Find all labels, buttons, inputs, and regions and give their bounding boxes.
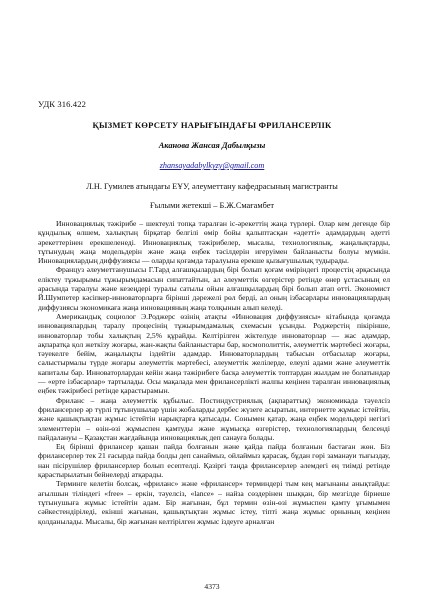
article-body <box>38 219 390 526</box>
scientific-advisor: Ғылыми жетекші – Б.Ж.Смағамбет <box>150 201 274 210</box>
author-name: Аканова Жансая Дабылқызы <box>158 141 266 150</box>
body-paragraph-6: Терминге келетін болсақ, «фриланс» және «фрилансер» терминдері тым кең мағынаны анықтайды: ағылшын тіліндегі «free» – еркін, тәуелсіз, «lance» – найза сөздерінен шыққан, бір мезгілде бірнеше тұтынушыға жұмыс істейтін адам. Бір жағынан, бұл термин өзін-өзі жұмыспен қамту ұғымымен сәйкестендіріледі, екінші жағынан, қашықтықтан жұмыс істеу, тіпті жаңа жұмыс орнының кеңінен қолданылады. Мысалы, бір жағынан келтірілген жұмыс іздеуге арналған <box>38 479 390 526</box>
udk-code: УДК 316.422 <box>38 99 86 109</box>
body-paragraph-2: Француз әлеуметтанушысы Г.Тард алғашқылардың бірі болып қоғам өміріндегі процестің әрқасында еліктеу тұжырымы тұжырымдамасын сипаттайтын, ал әлеуметтік өзгерістер ретінде өнер ұстасының ел арасында таралуы және кезеңдері туралы сатылы ойын алғашқылардың бірі болып атап өтті. Экономист Й.Шумпетер кәсіпкер-инноваторларға бірінші дәрежелі рөл берді, ал оның ізбасарлары инновациялардың диффузиясы экономикаға жаңа инновацияның жаңа толқынын алып келеді. <box>38 265 390 312</box>
body-paragraph-1: Инновациялық тәжірибе – шектеулі топқа таралған іс-әрекеттің жаңа түрлері. Олар кем дегенде бір құндылық өлшем, халықтың бірқатар белгілі өмір бойы қалыптасқан «әдетті» адамдардың әдетті әрекеттерінен ерекшеленеді. Инновациялық тәжірибелер, мысалы, технологиялық, жаңалықтарды, тұтынудың жаңа модельдерін және жаңа еңбек тәсілдерін игеруімен байланысты болуы мүмкін. Инновациялардың диффузиясы — оларды қоғамда таралуына ерекше қызығушылық тудырады. <box>38 219 390 266</box>
body-paragraph-3: Американдық социолог Э.Роджерс өзінің атақты «Инновация диффузиясы» кітабында қоғамда инновациялардың таралу процесінің тұжырымдамалық схемасын ұсынды. Роджерстің пікірінше, инноваторлар тобы халықтың 2,5% құрайды. Келтірілген жіктелуде инноваторлар — жас адамдар, ақпаратқа қол жеткізу жоғары, жан-жақты байланыстары бар, космополиттік, әлеуметтік мәртебесі жоғары, тәуекелге бейім, жаңалықты іздейтін адамдар. Инноваторлардың табысын отбасылар жоғары, салыстырмалы түрде жоғары әлеуметтік мәртебесі, әлеуметтік желілерде, елеулі адами және әлеуметтік капиталы бар. Инноваторлардан кейін жаңа тәжірибеге басқа әлеуметтік топтардан жылдам ие болатындар — «ерте ізбасарлар» тартылады. Осы мақалада мен фрилансерлікті жалпы кеңінен таралған инновациялық еңбек тәжірибесі ретінде қарастырамын. <box>38 311 390 396</box>
author-email-link[interactable]: zhansayadabylkyzy@gmail.com <box>159 161 265 170</box>
author-affiliation: Л.Н. Гумилев атындағы ЕҰУ, әлеуметтану кафедрасының магистранты <box>86 182 338 191</box>
body-paragraph-4: Фриланс – жаңа әлеуметтік құбылыс. Постиндустриялық (ақпараттық) экономикада тәуелсіз фрилансерлер әр түрлі тұтынушылар үшін жобаларды дербес жүзеге асыратын, интернетте жұмыс істейтін, және қашықтықтан жұмыс істейтін нарықтарға қатысады. Сонымен қатар, жаңа еңбек модельдері негізгі элементтерін – өзін-өзі жұмыспен қамтуды және жұмысқа өзгерістер, технологиялардың белсенді пайдалануы – Қазақстан жағдайында инновациялық деп санауға болады. <box>38 395 390 442</box>
body-paragraph-5: Ең бірінші фрилансер қашан пайда болғанын және қайда пайда болғанын бастаған жөн. Біз фрилансерлер тек 21 ғасырда пайда болды деп санаймыз, ойлаймыз қарасақ, бұдан гөрі заманауи тығыздау, нан пісірушілер фрилансерлер болып есептелді. Қазіргі таңда фрилансерлер әлемдегі ең тиімді ретінде қарастырылатын бейнелерді атқарады. <box>38 442 390 480</box>
page-number: 4373 <box>204 582 220 591</box>
article-title: ҚЫЗМЕТ КӨРСЕТУ НАРЫҒЫНДАҒЫ ФРИЛАНСЕРЛІК <box>92 120 332 130</box>
